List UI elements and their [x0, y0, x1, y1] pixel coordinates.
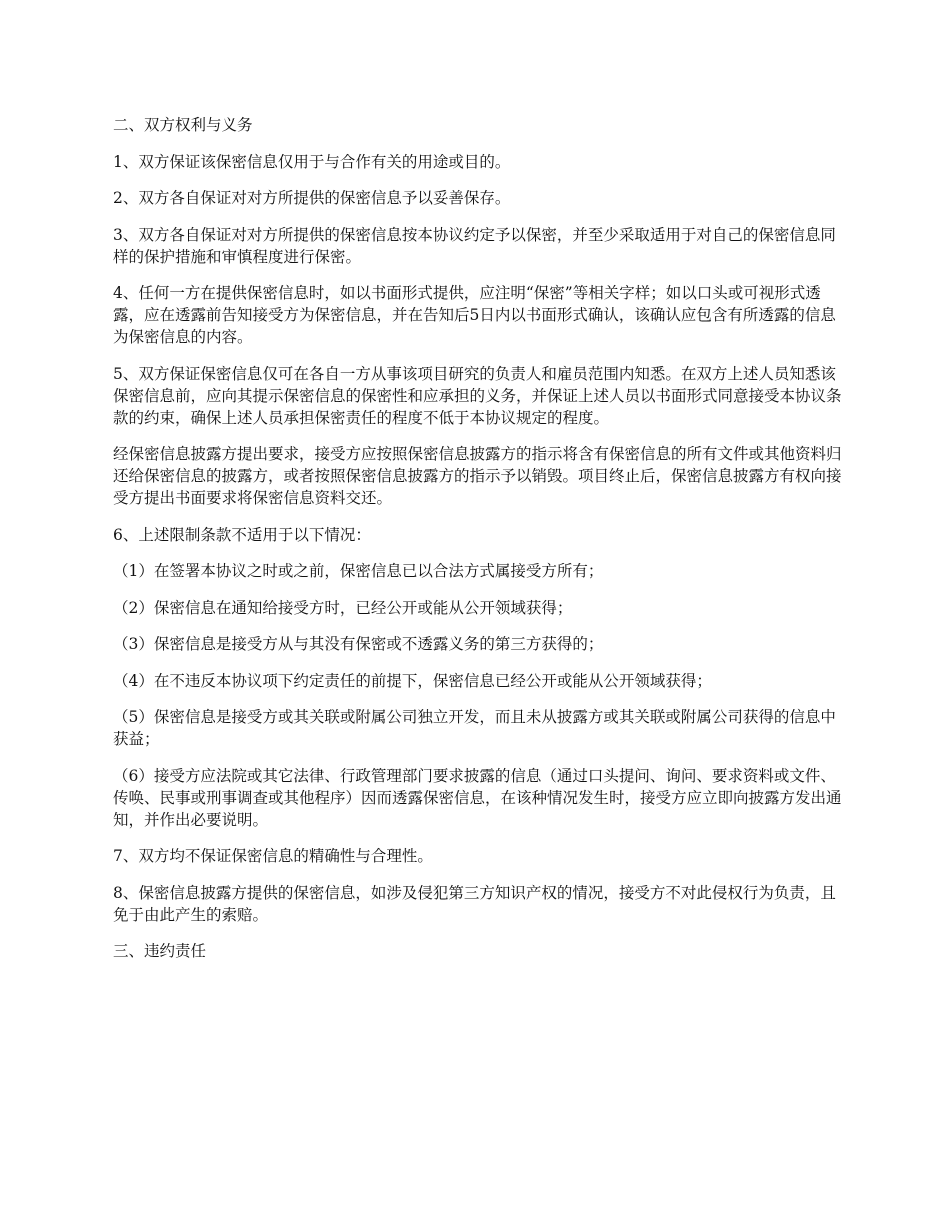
section-heading-rights-obligations: 二、双方权利与义务 — [113, 116, 253, 134]
section-heading-liability: 三、违约责任 — [113, 942, 207, 960]
clause-6-item-4: （4）在不违反本协议项下约定责任的前提下，保密信息已经公开或能从公开领域获得； — [113, 671, 712, 690]
clause-6-item-1: （1）在签署本协议之时或之前，保密信息已以合法方式属接受方所有； — [113, 562, 604, 580]
clause-5-return-materials: 经保密信息披露方提出要求，接受方应按照保密信息披露方的指示将含有保密信息的所有文件或其他资料归还给保密信息的披露方，或者按照保密信息披露方的指示予以销毁。项目终止后，保密信息披露方有权向接受方提出书面要求将保密信息资料交还。 — [113, 445, 842, 507]
clause-6-item-3: （3）保密信息是接受方从与其没有保密或不透露义务的第三方获得的； — [113, 635, 604, 653]
clause-4: 4、任何一方在提供保密信息时，如以书面形式提供，应注明“保密”等相关字样；如以口头或可视形式透露，应在透露前告知接受方为保密信息，并在告知后5日内以书面形式确认，该确认应包含有所透露的信息为保密信息的内容。 — [113, 284, 836, 346]
clause-6-item-5: （5）保密信息是接受方或其关联或附属公司独立开发，而且未从披露方或其关联或附属公司获得的信息中获益； — [113, 708, 836, 748]
clause-3: 3、双方各自保证对对方所提供的保密信息按本协议约定予以保密，并至少采取适用于对自己的保密信息同样的保护措施和审慎程度进行保密。 — [113, 225, 836, 266]
clause-2: 2、双方各自保证对对方所提供的保密信息予以妥善保存。 — [113, 189, 511, 207]
clause-1: 1、双方保证该保密信息仅用于与合作有关的用途或目的。 — [113, 152, 511, 171]
clause-8: 8、保密信息披露方提供的保密信息，如涉及侵犯第三方知识产权的情况，接受方不对此侵权行为负责，且免于由此产生的索赔。 — [113, 883, 836, 924]
document-page — [113, 114, 843, 977]
clause-6: 6、上述限制条款不适用于以下情况： — [113, 525, 371, 544]
clause-7: 7、双方均不保证保密信息的精确性与合理性。 — [113, 847, 433, 865]
clause-6-item-6: （6）接受方应法院或其它法律、行政管理部门要求披露的信息（通过口头提问、询问、要求资料或文件、传唤、民事或刑事调查或其他程序）因而透露保密信息，在该种情况发生时，接受方应立即向披露方发出通知，并作出必要说明。 — [113, 766, 842, 829]
clause-5: 5、双方保证保密信息仅可在各自一方从事该项目研究的负责人和雇员范围内知悉。在双方上述人员知悉该保密信息前，应向其提示保密信息的保密性和应承担的义务，并保证上述人员以书面形式同意接受本协议条款的约束，确保上述人员承担保密责任的程度不低于本协议规定的程度。 — [113, 364, 842, 427]
clause-6-item-2: （2）保密信息在通知给接受方时，已经公开或能从公开领域获得； — [113, 598, 573, 617]
